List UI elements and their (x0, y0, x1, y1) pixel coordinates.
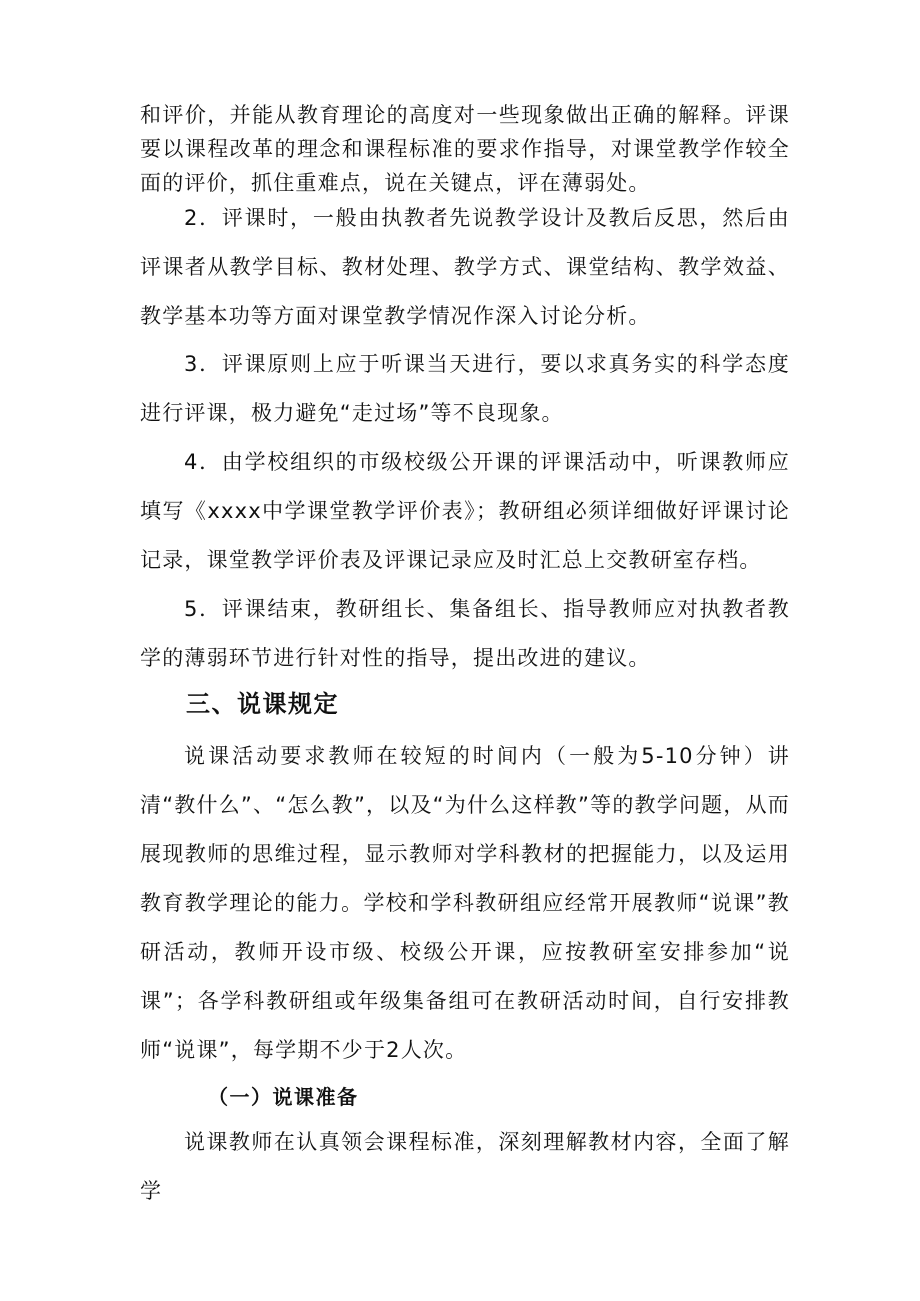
paragraph-item-3: 3．评课原则上应于听课当天进行，要以求真务实的科学态度进行评课，极力避免“走过场”等不良现象。 (140, 352, 790, 425)
section-heading: 三、说课规定 (186, 690, 339, 718)
subsection-paragraph: 说课教师在认真领会课程标准，深刻理解教材内容，全面了解学 (140, 1130, 790, 1203)
paragraph-item-5: 5．评课结束，教研组长、集备组长、指导教师应对执教者教学的薄弱环节进行针对性的指导，提出改进的建议。 (140, 597, 790, 670)
subsection-heading: （一）说课准备 (208, 1085, 359, 1109)
paragraph-item-2: 2．评课时，一般由执教者先说教学设计及教后反思，然后由评课者从教学目标、教材处理、教学方式、课堂结构、教学效益、教学基本功等方面对课堂教学情况作深入讨论分析。 (140, 206, 790, 328)
paragraph-item-4: 4．由学校组织的市级校级公开课的评课活动中，听课教师应填写《xxxx中学课堂教学评价表》；教研组必须详细做好评课讨论记录，课堂教学评价表及评课记录应及时汇总上交教研室存档。 (140, 450, 790, 572)
paragraph-evaluation-principle: 和评价，并能从教育理论的高度对一些现象做出正确的解释。评课要以课程改革的理念和课程标准的要求作指导，对课堂教学作较全面的评价，抓住重难点，说在关键点，评在薄弱处。 (140, 103, 790, 195)
section-paragraph: 说课活动要求教师在较短的时间内（一般为5-10分钟）讲清“教什么”、“怎么教”，以及“为什么这样教”等的教学问题，从而展现教师的思维过程，显示教师对学科教材的把握能力，以及运用教育教学理论的能力。学校和学科教研组应经常开展教师“说课”教研活动，教师开设市级、校级公开课，应按教研室安排参加“说课”；各学科教研组或年级集备组可在教研活动时间，自行安排教师“说课”，每学期不少于2人次。 (140, 744, 790, 1062)
